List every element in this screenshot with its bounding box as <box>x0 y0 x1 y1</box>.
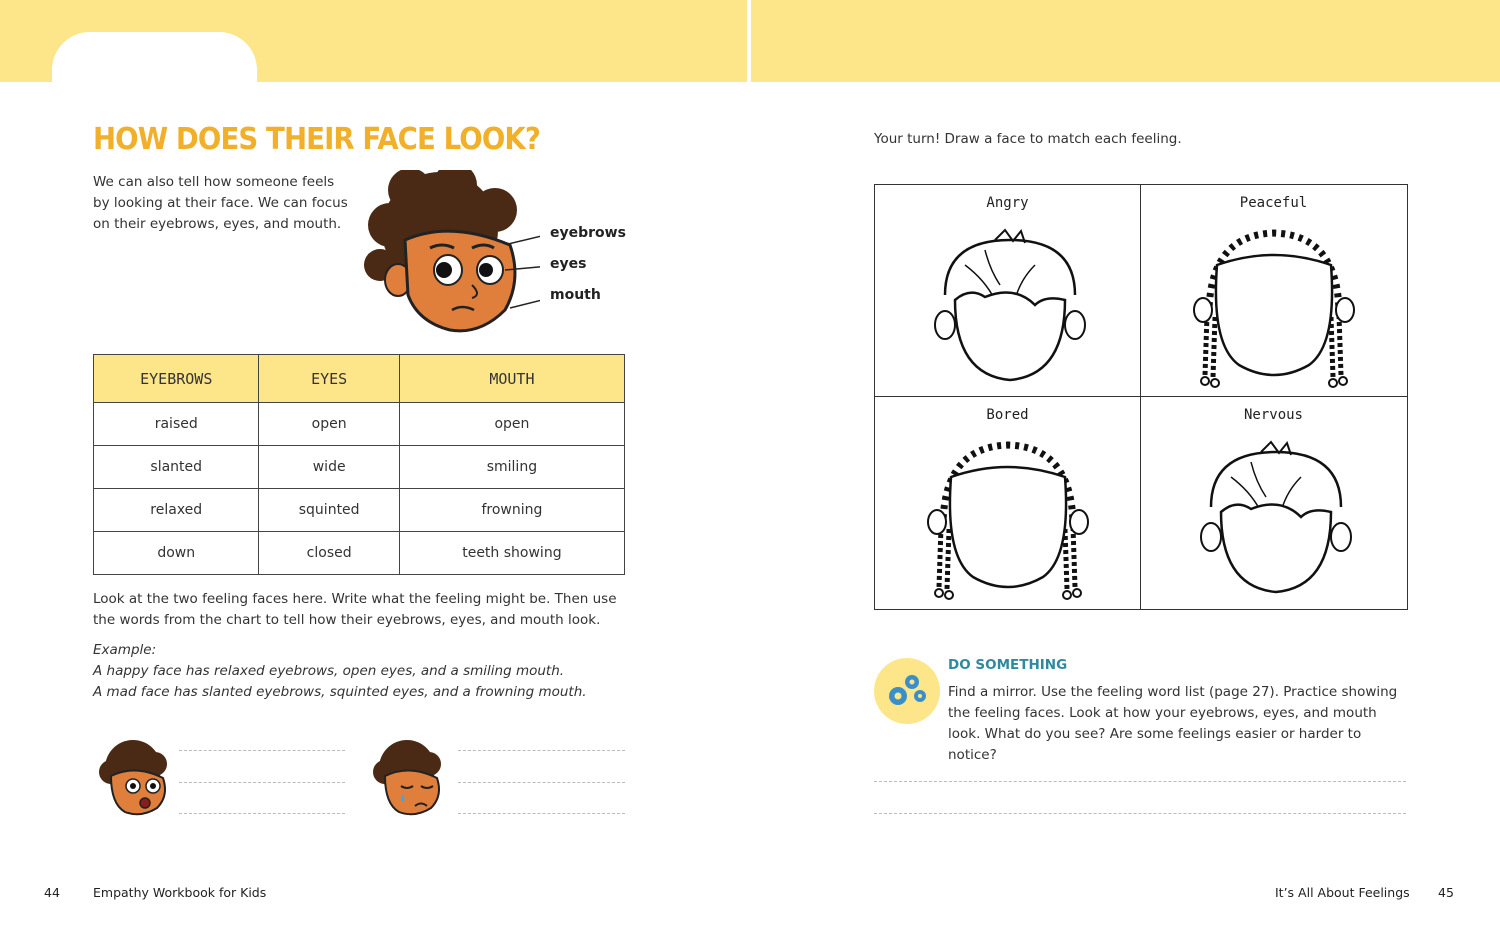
table-row <box>94 532 625 575</box>
header-mouth: MOUTH <box>399 355 624 403</box>
example-block <box>93 640 633 703</box>
feeling-label: Peaceful <box>1239 195 1308 211</box>
answer-line[interactable] <box>458 813 625 814</box>
table-row <box>94 446 625 489</box>
cell-peaceful[interactable] <box>1141 185 1406 396</box>
answer-line[interactable] <box>874 813 1406 814</box>
example-line: A mad face has slanted eyebrows, squinted eyes, and a frowning mouth. <box>93 684 587 700</box>
answer-line[interactable] <box>179 782 345 783</box>
blank-face-braids <box>923 437 1093 602</box>
cell-bored[interactable] <box>875 397 1140 608</box>
table-cell: open <box>399 403 624 446</box>
header-eyebrows: EYEBROWS <box>94 355 259 403</box>
answer-line[interactable] <box>458 782 625 783</box>
table-cell: relaxed <box>94 489 259 532</box>
table-row <box>94 403 625 446</box>
boy-face-illustration <box>360 170 540 340</box>
example-line: A happy face has relaxed eyebrows, open eyes, and a smiling mouth. <box>93 663 565 679</box>
header-eyes: EYES <box>259 355 399 403</box>
drawing-grid <box>874 184 1408 610</box>
cell-angry[interactable] <box>875 185 1140 396</box>
chapter-tab <box>52 32 257 92</box>
footer-chapter-title: It’s All About Feelings <box>1275 885 1410 900</box>
sad-face-illustration <box>369 738 449 818</box>
gears-icon <box>874 658 940 724</box>
page-gutter <box>747 0 751 82</box>
answer-line[interactable] <box>458 750 625 751</box>
table-cell: squinted <box>259 489 399 532</box>
do-something-heading: DO SOMETHING <box>948 657 1068 673</box>
answer-line[interactable] <box>179 813 345 814</box>
blank-face-braids <box>1189 225 1359 390</box>
table-cell: closed <box>259 532 399 575</box>
callout-eyebrows: eyebrows <box>550 225 626 241</box>
scared-face-illustration <box>95 738 175 818</box>
callout-eyes: eyes <box>550 256 587 272</box>
example-label: Example: <box>93 642 157 658</box>
footer-book-title: Empathy Workbook for Kids <box>93 885 267 900</box>
feeling-label: Angry <box>986 195 1029 211</box>
drawing-instructions: Your turn! Draw a face to match each feeling. <box>874 131 1182 147</box>
top-band-right <box>751 0 1500 82</box>
callout-mouth: mouth <box>550 287 601 303</box>
table-row <box>94 489 625 532</box>
answer-line[interactable] <box>179 750 345 751</box>
blank-face-outline <box>1191 437 1361 597</box>
table-cell: open <box>259 403 399 446</box>
table-cell: wide <box>259 446 399 489</box>
table-header-row <box>94 355 625 403</box>
table-cell: raised <box>94 403 259 446</box>
table-cell: teeth showing <box>399 532 624 575</box>
blank-face-outline <box>925 225 1095 385</box>
page-number-right: 45 <box>1438 885 1454 900</box>
table-cell: slanted <box>94 446 259 489</box>
face-features-table <box>93 354 625 575</box>
table-cell: down <box>94 532 259 575</box>
feeling-label: Bored <box>986 407 1029 423</box>
instructions-text: Look at the two feeling faces here. Write what the feeling might be. Then use the words from the chart to tell how their eyebrows, eyes, and mouth look. <box>93 591 617 628</box>
page-title: HOW DOES THEIR FACE LOOK? <box>93 122 540 157</box>
answer-line[interactable] <box>874 781 1406 782</box>
table-cell: smiling <box>399 446 624 489</box>
table-cell: frowning <box>399 489 624 532</box>
cell-nervous[interactable] <box>1141 397 1406 608</box>
page-number-left: 44 <box>44 885 60 900</box>
intro-text: We can also tell how someone feels by looking at their face. We can focus on their eyebrows, eyes, and mouth. <box>93 174 348 232</box>
do-something-text: Find a mirror. Use the feeling word list (page 27). Practice showing the feeling faces. Look at how your eyebrows, eyes, and mouth look. What do you see? Are some feelings easier or harder to notice? <box>948 684 1398 763</box>
feeling-label: Nervous <box>1243 407 1303 423</box>
